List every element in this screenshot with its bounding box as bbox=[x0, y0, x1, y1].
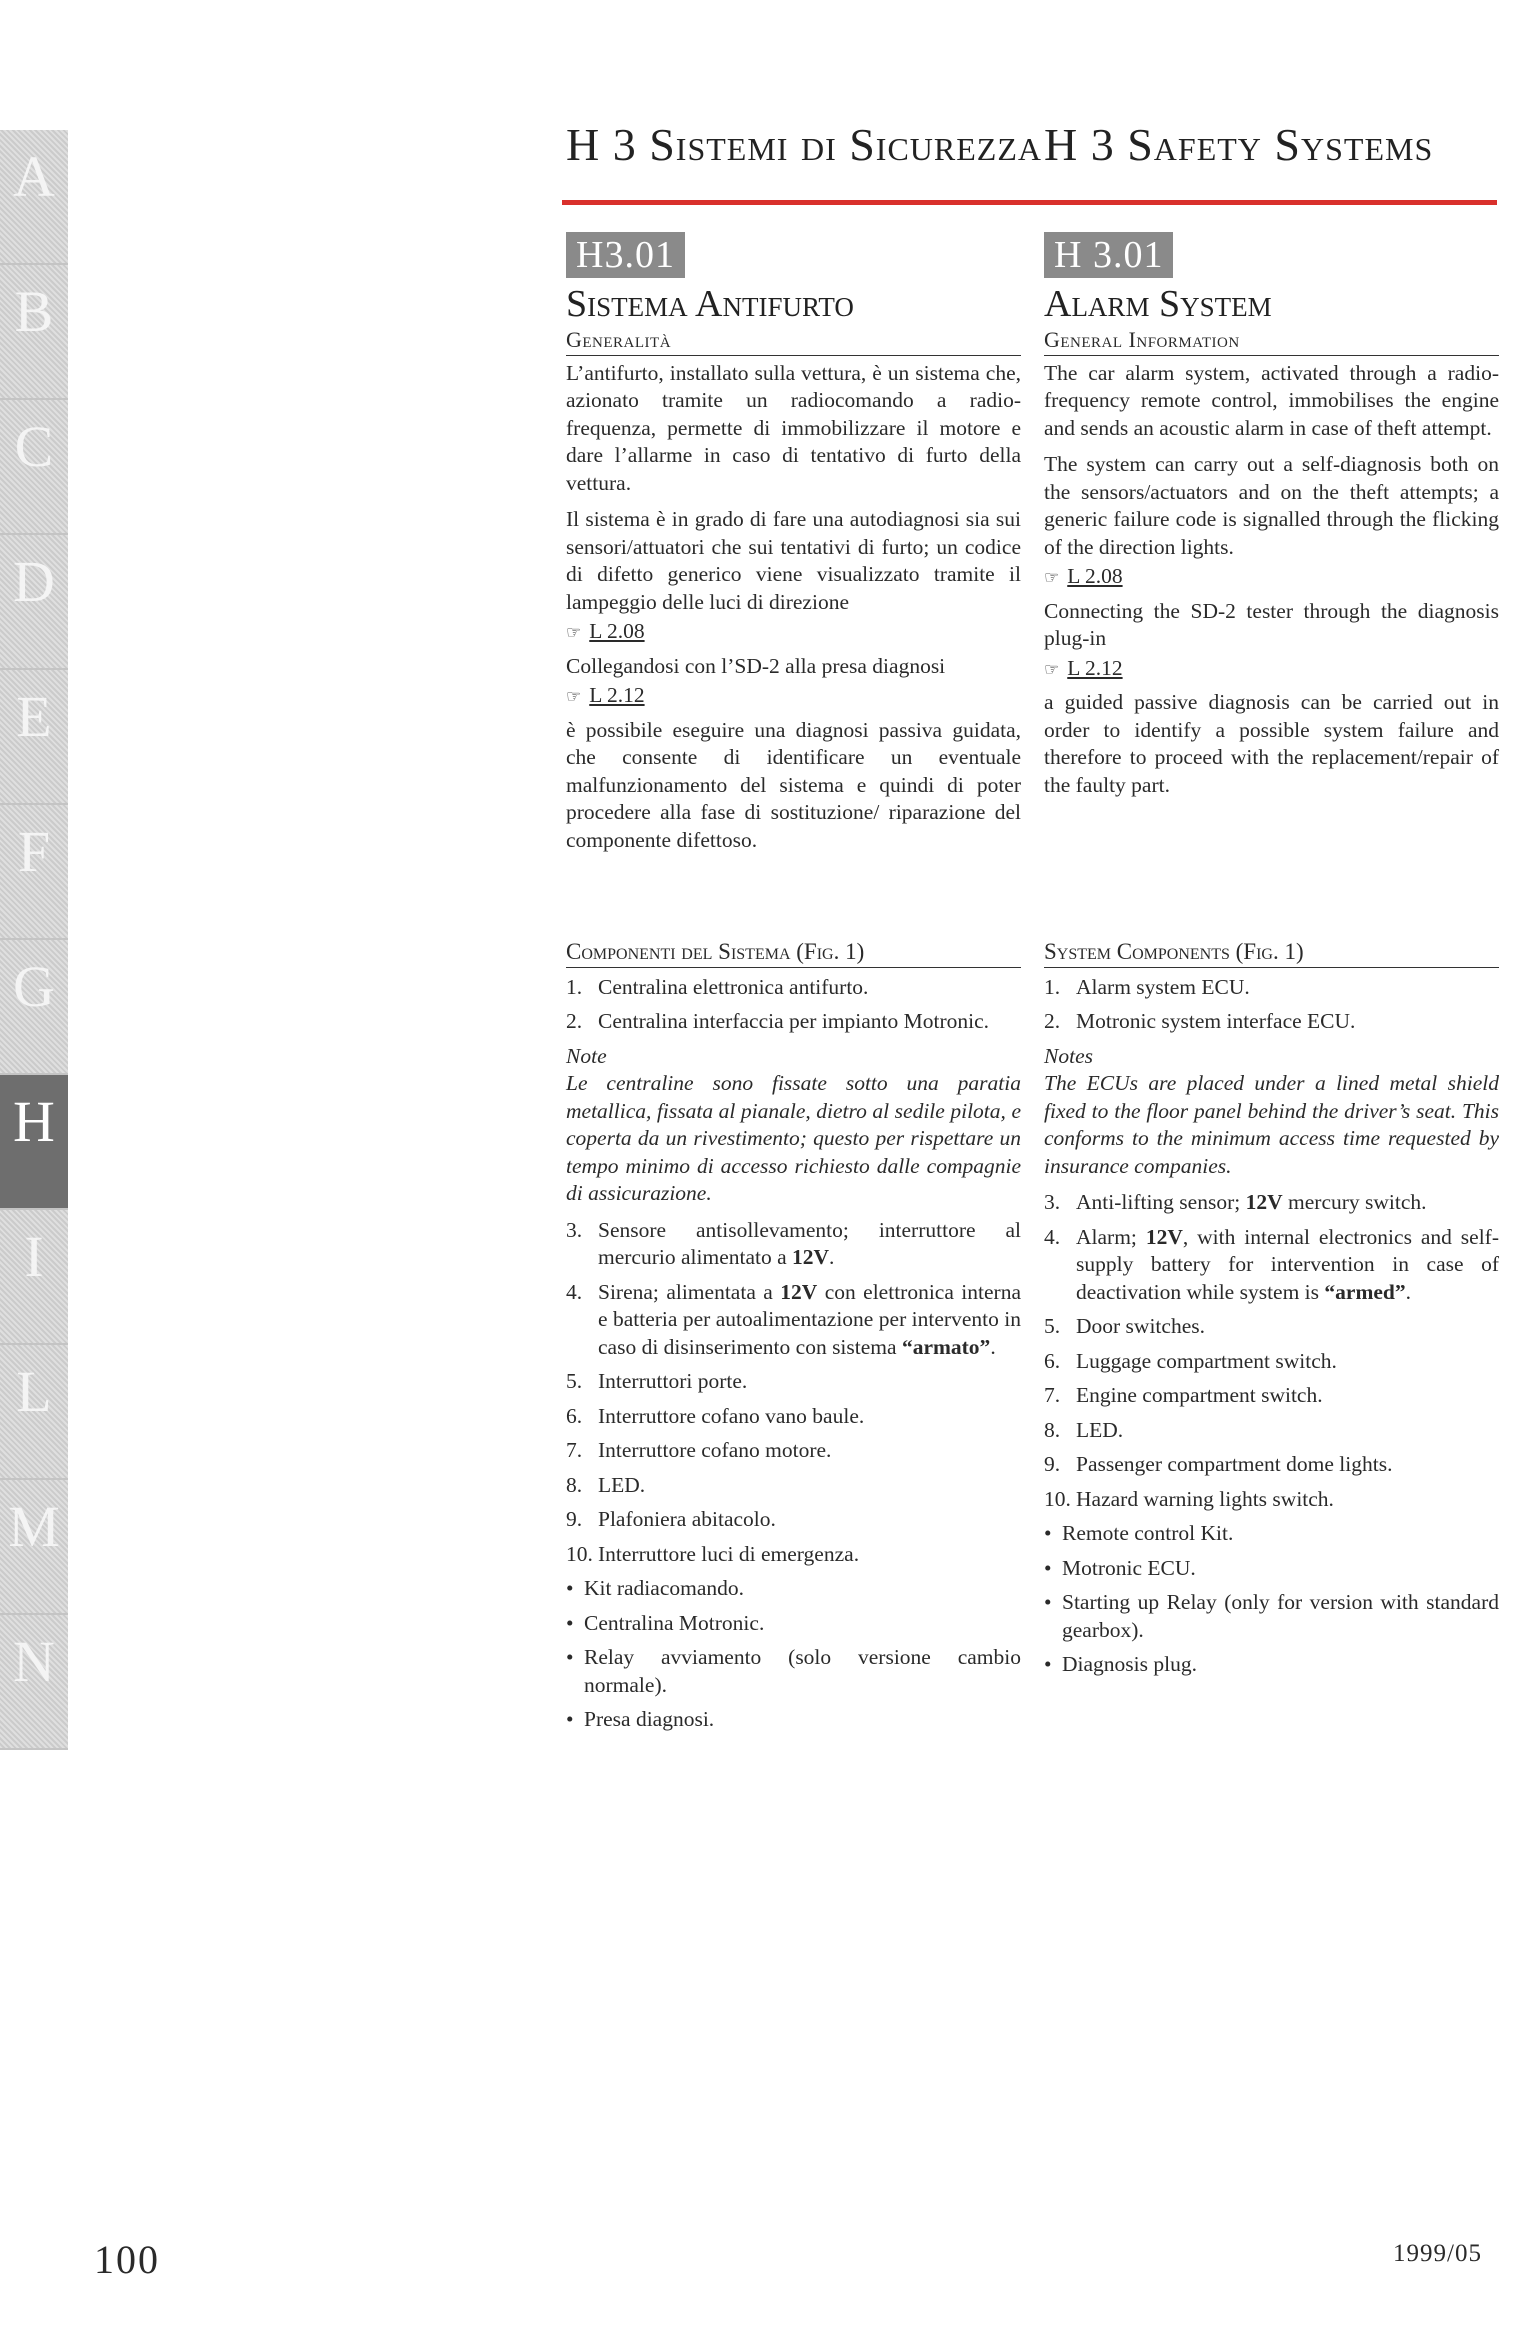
section-badge: H3.01 bbox=[566, 232, 685, 278]
note-label: Note bbox=[566, 1043, 607, 1068]
list-item: 3. Sensore antisollevamento; interruttore al mercurio alimentato a 12V. bbox=[566, 1217, 1021, 1269]
list-item: 7. Engine compartment switch. bbox=[1044, 1383, 1323, 1407]
pointing-hand-icon: ☞ bbox=[566, 687, 582, 706]
section-index-tabs bbox=[0, 130, 68, 2200]
paragraph: Connecting the SD-2 tester through the diagnosis plug-in bbox=[1044, 598, 1499, 650]
tab-g[interactable]: G bbox=[0, 940, 68, 1075]
header-divider bbox=[562, 200, 1497, 205]
list-item: 8. LED. bbox=[566, 1472, 646, 1497]
bullet-item: • Motronic ECU. bbox=[1044, 1555, 1196, 1580]
list-item: 1. Centralina elettronica antifurto. bbox=[566, 974, 869, 999]
list-item: 5. Door switches. bbox=[1044, 1314, 1205, 1338]
bullet-item: • Remote control Kit. bbox=[1044, 1521, 1234, 1545]
revision-date: 1999/05 bbox=[1393, 2240, 1482, 2267]
tab-b[interactable]: B bbox=[0, 265, 68, 400]
page-title-italian: H 3 Sistemi di Sicurezza bbox=[566, 119, 1043, 170]
list-item: 6. Luggage compartment switch. bbox=[1044, 1348, 1337, 1373]
list-item: 4. Sirena; alimentata a 12V con elettronica interna e batteria per autoalimentazione per intervento in caso di disinserimento con sistema “armato”. bbox=[566, 1279, 1021, 1359]
page-title-english: H 3 Safety Systems bbox=[1044, 119, 1434, 170]
paragraph: Il sistema è in grado di fare una autodiagnosi sia sui sensori/attuatori che sui tentativi di furto; un codice di difetto generico viene visualizzato tramite il lampeggio delle luci di direzione bbox=[566, 507, 1021, 614]
paragraph: L’antifurto, installato sulla vettura, è un sistema che, azionato tramite un radiocomando a radio-frequenza, permette di immobilizzare il motore e dare l’allarme in caso di tentativo di furto della vettura. bbox=[566, 360, 1021, 495]
components-heading: Componenti del Sistema (Fig. 1) bbox=[566, 938, 1021, 968]
tab-n[interactable]: N bbox=[0, 1615, 68, 1750]
paragraph: The car alarm system, activated through a radio-frequency remote control, immobilises the engine and sends an acoustic alarm in case of theft attempt. bbox=[1044, 360, 1499, 440]
list-item: 9. Passenger compartment dome lights. bbox=[1044, 1452, 1393, 1476]
tab-a[interactable]: A bbox=[0, 130, 68, 265]
english-general-section bbox=[1044, 232, 1499, 808]
pointing-hand-icon: ☞ bbox=[1044, 568, 1060, 587]
paragraph: Collegandosi con l’SD-2 alla presa diagnosi bbox=[566, 653, 946, 678]
list-item: 10. Hazard warning lights switch. bbox=[1044, 1486, 1334, 1511]
bullet-item: • Relay avviamento (solo versione cambio normale). bbox=[566, 1645, 1021, 1697]
list-item: 3. Anti-lifting sensor; 12V mercury switch. bbox=[1044, 1190, 1427, 1214]
list-item: 2. Motronic system interface ECU. bbox=[1044, 1009, 1356, 1033]
tab-l[interactable]: L bbox=[0, 1345, 68, 1480]
list-item: 2. Centralina interfaccia per impianto Motronic. bbox=[566, 1009, 990, 1033]
subsection-heading: Generalità bbox=[566, 326, 1021, 356]
list-item: 4. Alarm; 12V, with internal electronics and self-supply battery for intervention in case of deactivation while system is “armed”. bbox=[1044, 1224, 1499, 1304]
list-item: 10. Interruttore luci di emergenza. bbox=[566, 1541, 860, 1566]
tab-i[interactable]: I bbox=[0, 1210, 68, 1345]
note-text: The ECUs are placed under a lined metal shield fixed to the floor panel behind the driver’s seat. This conforms to the minimum access time requested by insurance companies. bbox=[1044, 1071, 1499, 1178]
subsection-heading: General Information bbox=[1044, 326, 1499, 356]
bullet-item: • Kit radiacomando. bbox=[566, 1576, 745, 1600]
cross-reference[interactable]: ☞ L 2.12 bbox=[566, 683, 645, 707]
section-title: Sistema Antifurto bbox=[566, 283, 854, 325]
bullet-item: • Centralina Motronic. bbox=[566, 1610, 765, 1635]
list-item: 1. Alarm system ECU. bbox=[1044, 974, 1250, 999]
cross-reference[interactable]: ☞ L 2.08 bbox=[1044, 564, 1123, 588]
note-text: Le centraline sono fissate sotto una paratia metallica, fissata al pianale, dietro al sedile pilota, e coperta da un rivestimento; questo per rispettare un tempo minimo di accesso richiesto dalle compagnie di assicurazione. bbox=[566, 1071, 1021, 1205]
section-badge: H 3.01 bbox=[1044, 232, 1173, 278]
components-heading: System Components (Fig. 1) bbox=[1044, 938, 1499, 968]
list-item: 6. Interruttore cofano vano baule. bbox=[566, 1403, 865, 1428]
section-title: Alarm System bbox=[1044, 283, 1272, 325]
tab-m[interactable]: M bbox=[0, 1480, 68, 1615]
pointing-hand-icon: ☞ bbox=[566, 623, 582, 642]
bullet-item: • Starting up Relay (only for version with standard gearbox). bbox=[1044, 1590, 1499, 1642]
tab-d[interactable]: D bbox=[0, 535, 68, 670]
tab-f[interactable]: F bbox=[0, 805, 68, 940]
note-label: Notes bbox=[1044, 1043, 1093, 1068]
tab-h[interactable]: H bbox=[0, 1075, 68, 1210]
cross-reference[interactable]: ☞ L 2.12 bbox=[1044, 655, 1123, 680]
paragraph: a guided passive diagnosis can be carried out in order to identify a possible system failure and therefore to proceed with the replacement/repair of the faulty part. bbox=[1044, 690, 1499, 797]
paragraph: è possibile eseguire una diagnosi passiva guidata, che consente di identificare un eventuale malfunzionamento del sistema e quindi di poter procedere alla fase di sostituzione/ riparazione del componente difettoso. bbox=[566, 717, 1021, 852]
english-components-section bbox=[1044, 938, 1499, 1686]
page-number: 100 bbox=[94, 2237, 160, 2282]
list-item: 7. Interruttore cofano motore. bbox=[566, 1438, 832, 1462]
pointing-hand-icon: ☞ bbox=[1044, 659, 1060, 679]
list-item: 9. Plafoniera abitacolo. bbox=[566, 1507, 776, 1531]
italian-general-section bbox=[566, 232, 1021, 863]
bullet-item: • Presa diagnosi. bbox=[566, 1707, 715, 1731]
list-item: 5. Interruttori porte. bbox=[566, 1369, 748, 1393]
list-item: 8. LED. bbox=[1044, 1417, 1124, 1442]
cross-reference[interactable]: ☞ L 2.08 bbox=[566, 619, 645, 643]
tab-c[interactable]: C bbox=[0, 400, 68, 535]
paragraph: The system can carry out a self-diagnosis both on the sensors/actuators and on the theft attempts; a generic failure code is signalled through the flicking of the direction lights. bbox=[1044, 452, 1499, 559]
tab-e[interactable]: E bbox=[0, 670, 68, 805]
italian-components-section bbox=[566, 938, 1021, 1741]
bullet-item: • Diagnosis plug. bbox=[1044, 1652, 1197, 1676]
